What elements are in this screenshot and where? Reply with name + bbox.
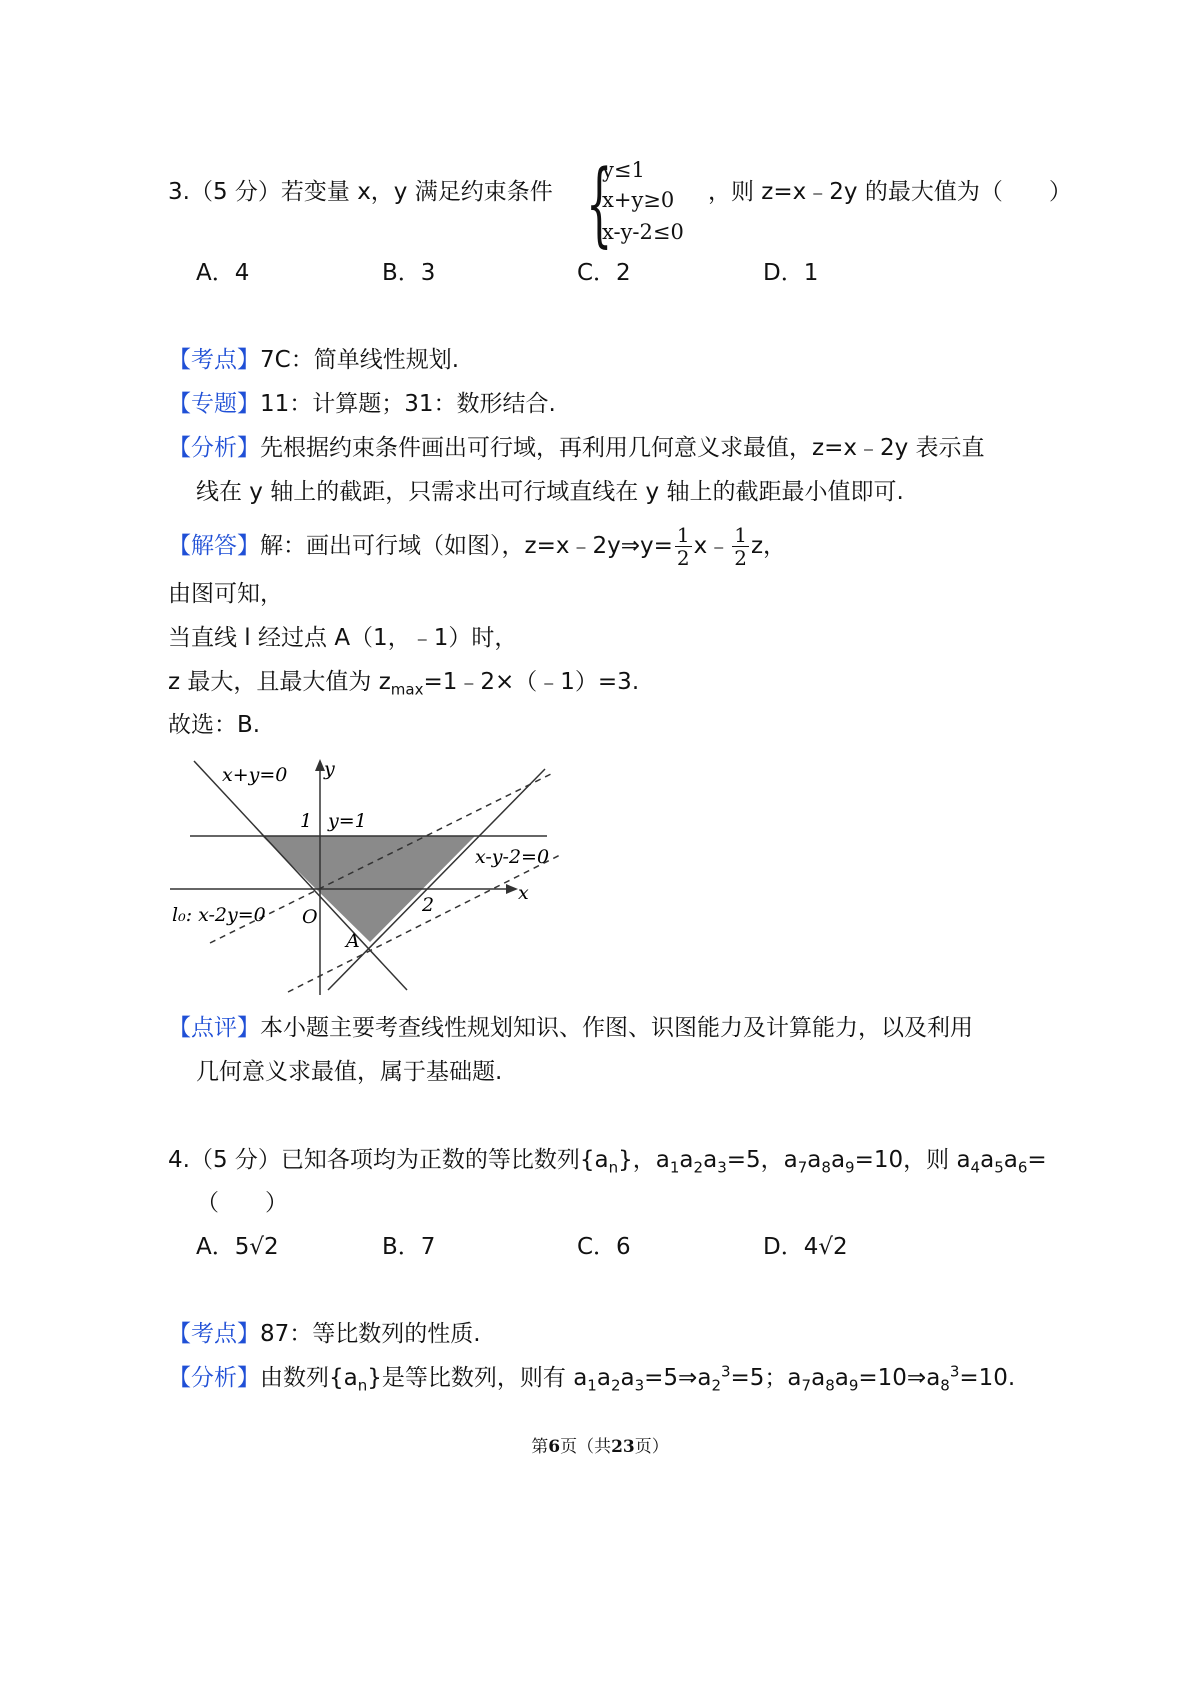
fenxi-tag: 【分析】 xyxy=(168,435,260,461)
q4-option-c: C．6 xyxy=(577,1234,631,1260)
jieda-text-b: x﹣ xyxy=(693,533,731,559)
q3-option-b: B．3 xyxy=(382,260,436,286)
q3-line-4: 故选：B. xyxy=(168,712,261,738)
q3-kaodian xyxy=(168,344,459,376)
feasible-region-graph xyxy=(170,755,560,995)
fenxi-text-2: 线在 y 轴上的截距，只需求出可行域直线在 y 轴上的截距最小值即可. xyxy=(196,479,904,505)
q4-option-b: B．7 xyxy=(382,1234,436,1260)
jieda-tag: 【解答】 xyxy=(168,533,260,559)
fraction-half-2: $\frac{1}{2}$ xyxy=(734,523,747,570)
q4-option-a: A．5√2 xyxy=(196,1234,279,1260)
page-total: 23 xyxy=(611,1437,635,1457)
label-x-plus-y-0: x+y=0 xyxy=(222,764,288,786)
x-axis-arrow-icon xyxy=(506,884,518,894)
zmax-subscript: max xyxy=(390,680,424,699)
q4-kaodian-text: 87：等比数列的性质. xyxy=(260,1321,481,1347)
q4-stem-line-1: 4.（5 分）已知各项均为正数的等比数列$\{a_n\}$，$a_1a_2a_3=5$，$a_7a_8a_9=10$，则 $a_4a_5a_6=$ xyxy=(168,1147,1047,1177)
constraint-1: y≤1 xyxy=(602,158,645,182)
zhuanti-tag: 【专题】 xyxy=(168,391,260,417)
q3-stem xyxy=(168,176,553,208)
label-x-minus-y-minus-2: x-y-2=0 xyxy=(475,846,550,868)
label-two: 2 xyxy=(422,894,435,916)
dianping-text-1: 本小题主要考查线性规划知识、作图、识图能力及计算能力，以及利用 xyxy=(260,1015,973,1041)
q3-jieda xyxy=(168,524,786,569)
kaodian-tag: 【考点】 xyxy=(168,347,260,373)
page-footer: 第6页（共23页） xyxy=(531,1437,669,1457)
q4-kaodian xyxy=(168,1318,481,1350)
q4-stem-line-2: （ ） xyxy=(196,1190,288,1216)
q3-option-d: D．1 xyxy=(763,260,819,286)
q3-constraint-system xyxy=(586,150,696,260)
jieda-text-c: z， xyxy=(750,533,787,559)
label-y-axis: y xyxy=(324,758,335,780)
constraint-2: x+y≥0 xyxy=(602,188,675,212)
fraction-half-1: $\frac{1}{2}$ xyxy=(676,523,690,570)
dianping-text-2: 几何意义求最值，属于基础题. xyxy=(196,1059,503,1085)
q3-dianping xyxy=(168,1012,973,1044)
q3-stem-b: ，则 z=x﹣2y 的最大值为（ ） xyxy=(708,179,1072,205)
brace-icon: { xyxy=(586,150,613,257)
label-origin: O xyxy=(302,906,318,928)
q4-fenxi: 【分析】由数列$\{a_n\}$是等比数列，则有 $a_1a_2a_3=5\Rightarrow a_2^3=5$；$a_7a_8a_9=10\Rightarrow a_8^3=10$. xyxy=(168,1362,1016,1395)
label-x-axis: x xyxy=(518,882,529,904)
label-one: 1 xyxy=(300,810,313,832)
zhuanti-text: 11：计算题；31：数形结合. xyxy=(260,391,556,417)
q3-fenxi xyxy=(168,432,985,464)
q4-kaodian-tag: 【考点】 xyxy=(168,1321,260,1347)
q3-stem-a: 3.（5 分）若变量 x，y 满足约束条件 xyxy=(168,179,553,205)
q3-zhuanti xyxy=(168,388,556,420)
q4-option-d: D．4√2 xyxy=(763,1234,848,1260)
fenxi-text-1: 先根据约束条件画出可行域，再利用几何意义求最值，z=x﹣2y 表示直 xyxy=(260,435,985,461)
label-point-a: A xyxy=(346,930,360,952)
q4-fenxi-tag: 【分析】 xyxy=(168,1365,260,1391)
kaodian-text: 7C：简单线性规划. xyxy=(260,347,460,373)
page-number: 6 xyxy=(548,1437,561,1457)
dianping-tag: 【点评】 xyxy=(168,1015,260,1041)
label-l0: l₀: x-2y=0 xyxy=(172,904,266,926)
label-y-equals-1: y=1 xyxy=(328,810,367,832)
q3-option-a: A．4 xyxy=(196,260,250,286)
constraint-3: x-y-2≤0 xyxy=(602,220,684,244)
q3-line-3: z 最大，且最大值为 $z_{max}=1﹣2\times(﹣1)=3$. xyxy=(168,669,640,699)
q3-line-1: 由图可知， xyxy=(168,581,283,607)
q3-option-c: C．2 xyxy=(577,260,631,286)
q3-line-2: 当直线 l 经过点 A（1，﹣1）时， xyxy=(168,625,518,651)
jieda-text-a: 解：画出可行域（如图），z=x﹣2y⇒y= xyxy=(260,533,673,559)
